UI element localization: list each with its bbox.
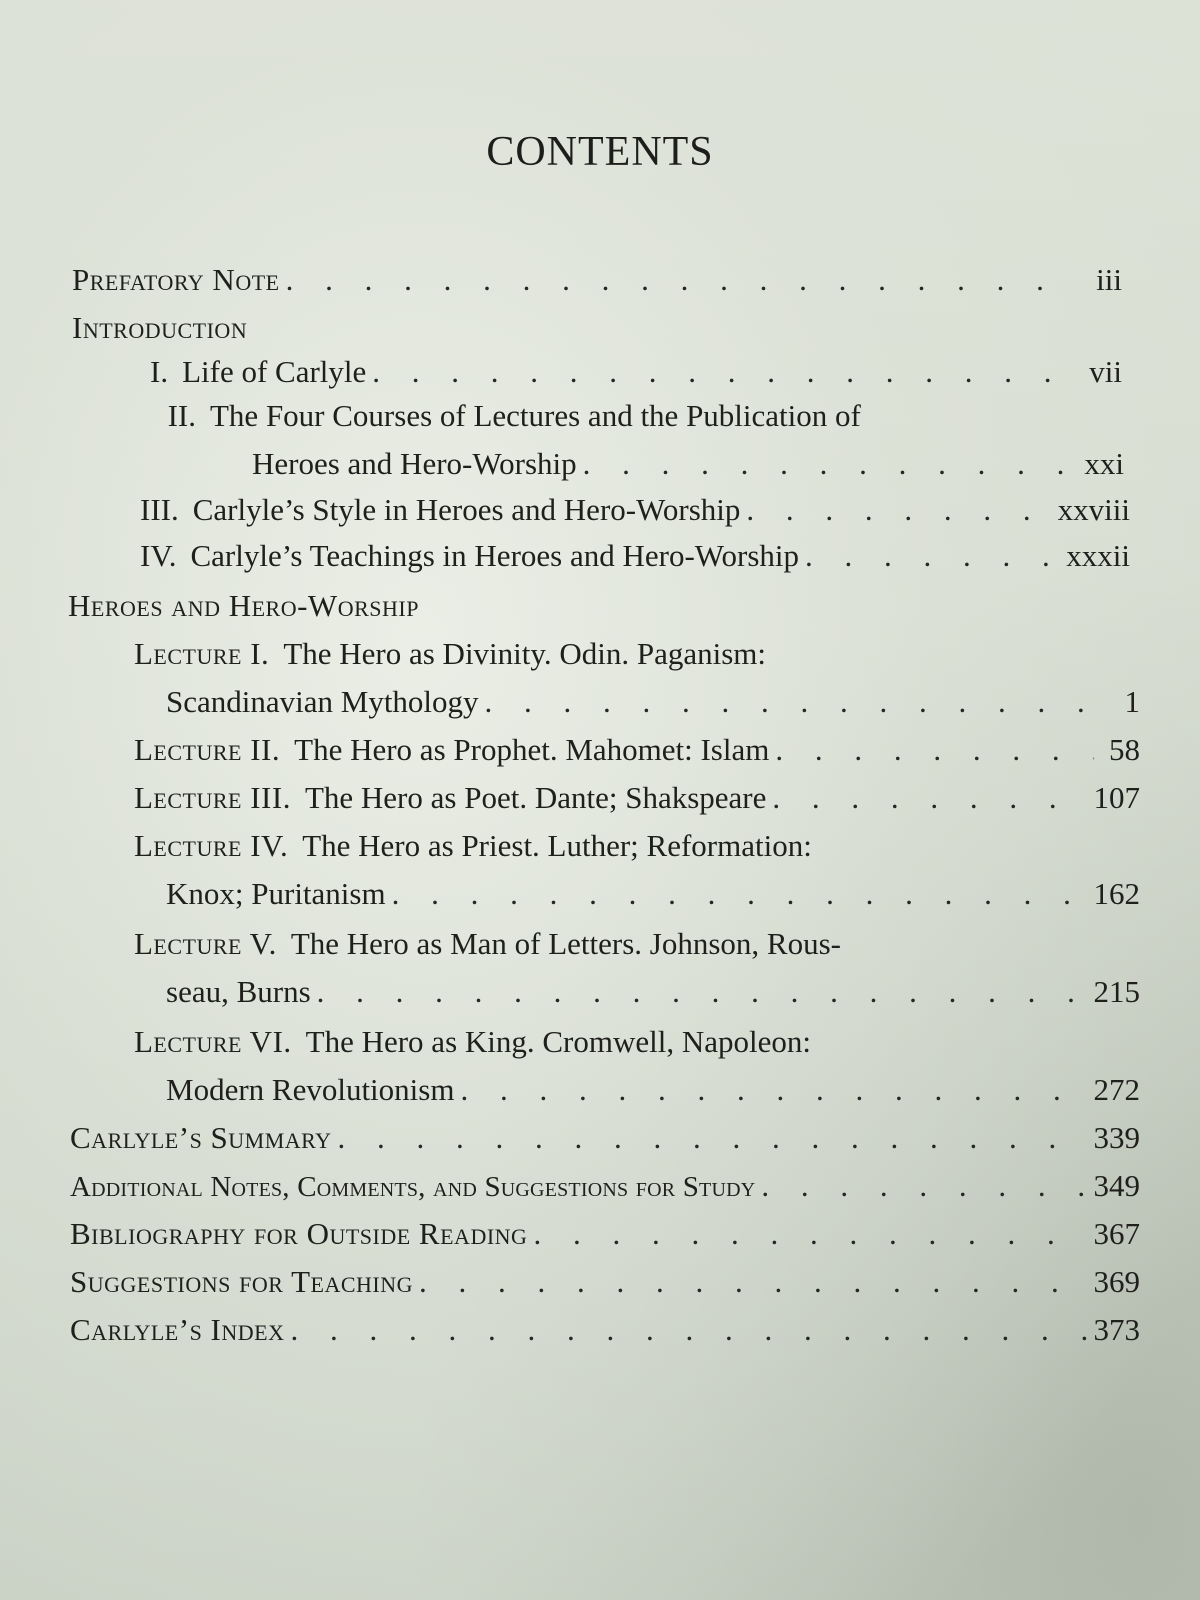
toc-entry-lecture-3[interactable] [134,778,1140,818]
entry-numeral: III. [140,492,179,527]
entry-label-continued: seau, Burns [166,974,311,1009]
toc-entry-lecture-6[interactable] [134,1022,811,1062]
leader-dots [460,1070,1087,1110]
entry-label-continued: Scandinavian Mythology [166,684,479,719]
entry-label: Life of Carlyle [182,354,367,389]
page-number: 367 [1093,1216,1140,1251]
entry-label: Carlyle’s Style in Heroes and Hero-Worship [192,492,741,527]
leader-dots [746,490,1051,530]
toc-entry-lecture-6-continued[interactable] [166,1070,1140,1110]
toc-entry-bibliography[interactable] [70,1214,1140,1254]
entry-label-continued: Heroes and Hero-Worship [252,446,577,481]
leader-dots [290,1310,1087,1350]
entry-label: The Hero as Prophet. Mahomet: Islam [294,732,770,767]
toc-entry-lecture-1[interactable] [134,634,766,674]
toc-entry-lecture-4-continued[interactable] [166,874,1140,914]
entry-label: Carlyle’s Teachings in Heroes and Hero-Worship [190,538,800,573]
leader-dots [286,260,1076,300]
toc-section-introduction[interactable] [72,308,247,348]
entry-label: Carlyle’s Summary [70,1120,332,1155]
toc-entry-lecture-5[interactable] [134,924,841,964]
lecture-number: Lecture I. [134,636,270,671]
entry-numeral: IV. [140,538,177,573]
page-number: xxxii [1066,538,1130,573]
entry-label: Prefatory Note [72,262,280,297]
leader-dots [485,682,1094,722]
entry-numeral: I. [150,354,169,389]
toc-entry-intro-2[interactable] [150,396,861,436]
lecture-number: Lecture III. [134,780,291,815]
toc-section-heroes[interactable] [68,586,419,626]
entry-label: Bibliography for Outside Reading [70,1216,528,1251]
leader-dots [775,730,1094,770]
toc-entry-index[interactable] [70,1310,1140,1350]
toc-entry-teaching[interactable] [70,1262,1140,1302]
entry-label: The Four Courses of Lectures and the Publication of [210,398,861,433]
leader-dots [583,444,1078,484]
page-number: 272 [1093,1072,1140,1107]
table-of-contents [0,250,1200,1450]
entry-label: Additional Notes, Comments, and Suggestions for Study [70,1171,756,1203]
lecture-number: Lecture IV. [134,828,289,863]
leader-dots [338,1118,1088,1158]
page-number: xxviii [1057,492,1130,527]
toc-entry-lecture-2[interactable] [134,730,1140,770]
toc-entry-prefatory[interactable] [72,260,1122,300]
toc-entry-notes[interactable] [70,1166,1140,1207]
page-number: 1 [1124,684,1140,719]
entry-label: The Hero as Priest. Luther; Reformation: [302,828,812,863]
entry-label: Suggestions for Teaching [70,1264,414,1299]
leader-dots [317,972,1088,1012]
leader-dots [805,536,1060,576]
leader-dots [392,874,1088,914]
toc-entry-summary[interactable] [70,1118,1140,1158]
entry-label: The Hero as Man of Letters. Johnson, Rous- [290,926,841,961]
lecture-number: Lecture VI. [134,1024,292,1059]
leader-dots [372,352,1076,392]
leader-dots [772,778,1087,818]
entry-label: The Hero as Divinity. Odin. Paganism: [283,636,767,671]
page-number: 339 [1093,1120,1140,1155]
leader-dots [761,1166,1087,1206]
page-number: 107 [1093,780,1140,815]
entry-label-continued: Knox; Puritanism [166,876,386,911]
toc-entry-intro-2-continued[interactable] [252,444,1124,484]
toc-entry-lecture-5-continued[interactable] [166,972,1140,1012]
toc-entry-intro-1[interactable] [150,352,1122,392]
page-number: vii [1089,354,1122,389]
toc-entry-intro-3[interactable] [140,490,1130,530]
section-label: Introduction [72,310,248,345]
toc-entry-lecture-4[interactable] [134,826,812,866]
page-number: 215 [1093,974,1140,1009]
page-number: 373 [1093,1312,1140,1347]
entry-label-continued: Modern Revolutionism [166,1072,455,1107]
leader-dots [533,1214,1087,1254]
page-number: 369 [1093,1264,1140,1299]
entry-label: The Hero as Poet. Dante; Shakspeare [304,780,767,815]
section-label: Heroes and Hero-Worship [68,588,419,623]
toc-entry-lecture-1-continued[interactable] [166,682,1140,722]
leader-dots [419,1262,1087,1302]
page-number: xxi [1084,446,1124,481]
page-title: CONTENTS [486,129,714,175]
entry-label: Carlyle’s Index [70,1312,285,1347]
lecture-number: Lecture II. [134,732,281,767]
page-number: 162 [1093,876,1140,911]
toc-entry-intro-4[interactable] [140,536,1130,576]
entry-label: The Hero as King. Cromwell, Napoleon: [305,1024,811,1059]
page-number: 58 [1109,732,1140,767]
entry-numeral: II. [167,398,196,433]
page-number: iii [1096,262,1122,297]
lecture-number: Lecture V. [134,926,277,961]
page-number: 349 [1093,1168,1140,1203]
